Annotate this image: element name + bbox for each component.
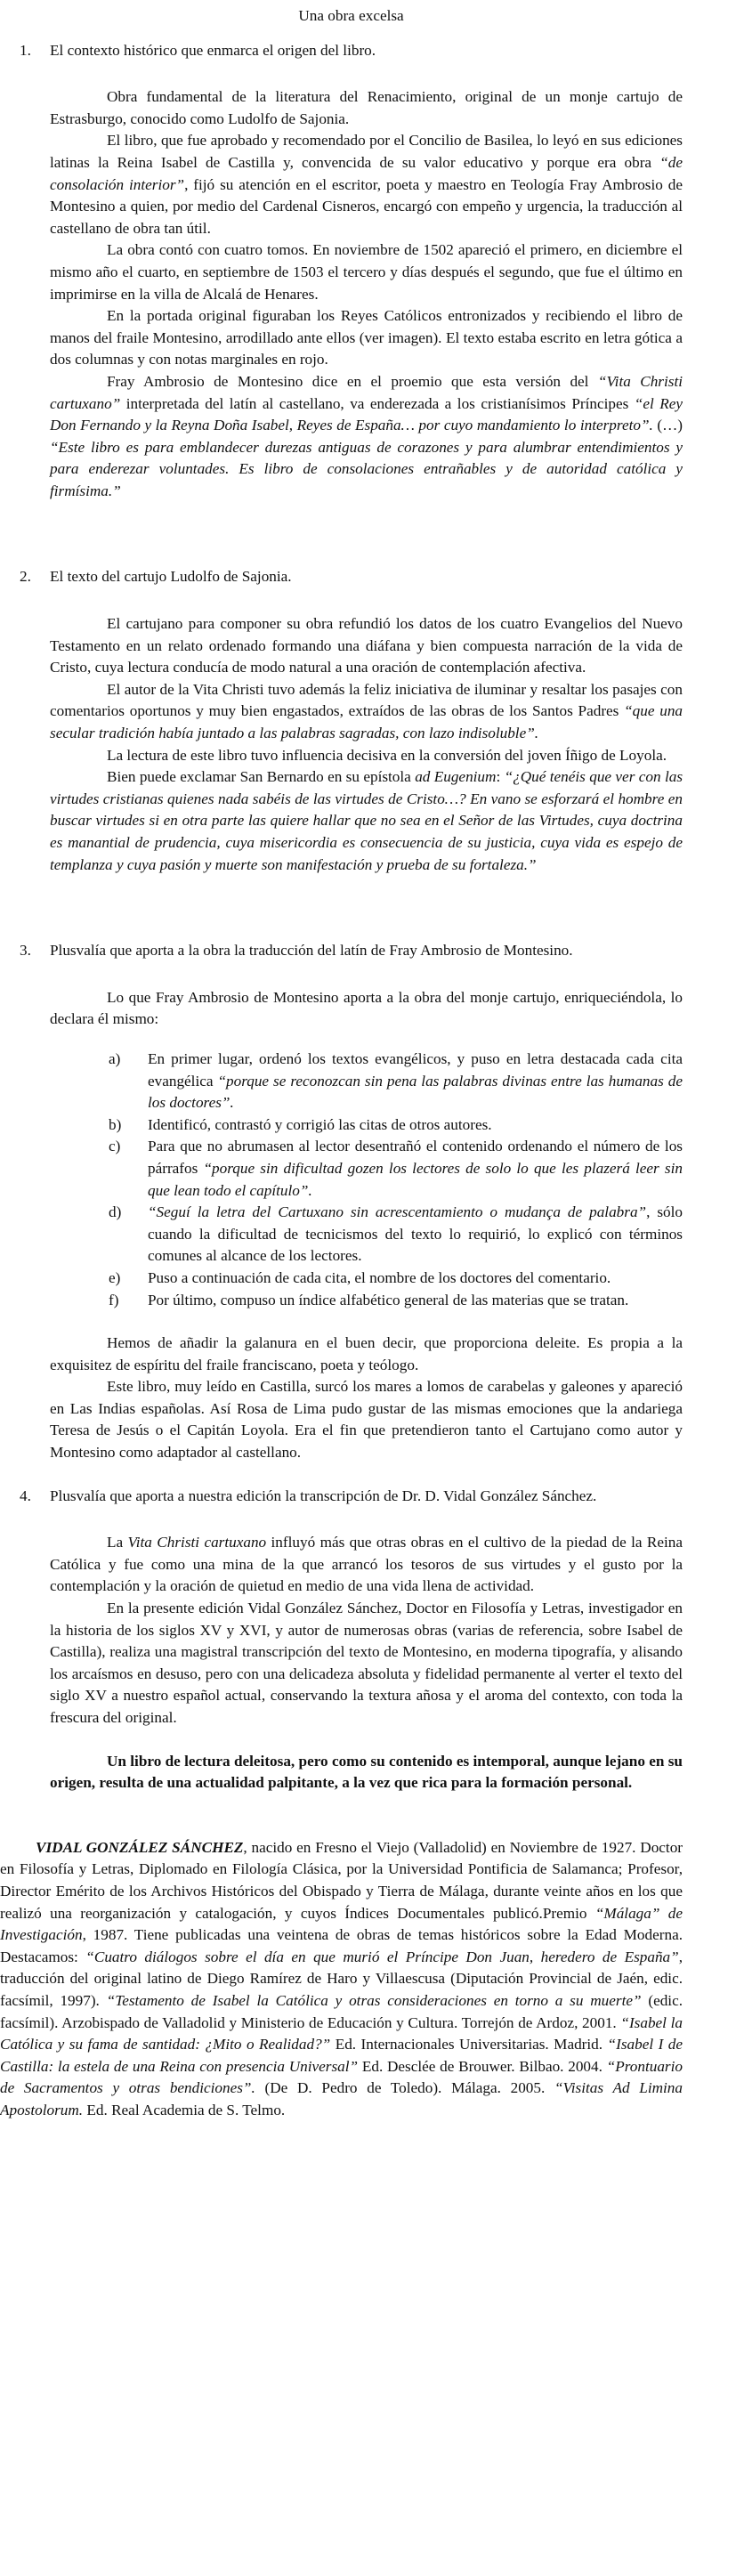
list-item: b) Identificó, contrastó y corrigió las citas de otros autores.	[109, 1115, 492, 1133]
list-item: d) “Seguí la letra del Cartuxano sin acrescentamiento o mudança de palabra”, sólo cuando la dificultad de tecnicismos del texto lo requirió, lo explicó con términos comunes al alcance de los lectores.	[109, 1203, 683, 1265]
list-item: c) Para que no abrumasen al lector desentrañó el contenido ordenando el número de los párrafos “porque sin dificultad gozen los lectores de solo lo que les plazerá leer sin que lean todo el capítulo”.	[109, 1138, 683, 1199]
section-2	[20, 566, 683, 876]
section-3-heading	[20, 940, 683, 962]
list-item: e) Puso a continuación de cada cita, el nombre de los doctores del comentario.	[109, 1268, 611, 1286]
document-title: Una obra excelsa	[298, 7, 404, 24]
section-4	[20, 1486, 683, 1794]
paragraph: Este libro, muy leído en Castilla, surcó los mares a lomos de carabelas y galeones y apareció en Las Indias españolas. Así Rosa de Lima pudo gustar de las mismas emociones que la andariega Teresa de Jesús o el Capitán Loyola. Era el fin que pretendieron tanto el Cartujano como autor y Montesino como adaptador al castellano.	[50, 1378, 683, 1462]
paragraph: Hemos de añadir la galanura en el buen decir, que proporciona deleite. Es propia a la exquisitez de espíritu del fraile franciscano, poeta y teólogo.	[50, 1334, 683, 1373]
author-name: VIDAL GONZÁLEZ SÁNCHEZ	[36, 1838, 244, 1856]
section-title: Plusvalía que aporta a la obra la traducción del latín de Fray Ambrosio de Montesino.	[50, 942, 573, 960]
contributions-list	[109, 1049, 683, 1311]
section-4-heading	[20, 1486, 683, 1508]
paragraph: Fray Ambrosio de Montesino dice en el proemio que esta versión del “Vita Christi cartuxano” interpretada del latín al castellano, va enderezada a los cristianísimos Príncipes “el Rey Don Fernando y la Reyna Doña Isabel, Reyes de España… por cuyo mandamiento lo interpreto”. (…) “Este libro es para emblandecer durezas antiguas de corazones y para alumbrar entendimientos y para enderezar voluntades. Es libro de consolaciones entrañables y de autoridad católica y firmísima.”	[50, 372, 683, 499]
section-1	[20, 40, 683, 503]
paragraph: Lo que Fray Ambrosio de Montesino aporta a la obra del monje cartujo, enriqueciéndola, lo declara él mismo:	[50, 988, 683, 1028]
section-title: El texto del cartujo Ludolfo de Sajonia.	[50, 568, 292, 586]
paragraph: El cartujano para componer su obra refundió los datos de los cuatro Evangelios del Nuevo Testamento en un relato ordenado formando una diáfana y bien compuesta narración de la vida de Cristo, cuya lectura conducía de modo natural a una oración de contemplación afectiva.	[50, 615, 683, 676]
section-number: 2.	[20, 568, 31, 586]
paragraph: Un libro de lectura deleitosa, pero como su contenido es intemporal, aunque lejano en su origen, resulta de una actualidad palpitante, a la vez que rica para la formación personal.	[50, 1752, 683, 1792]
paragraph: La lectura de este libro tuvo influencia decisiva en la conversión del joven Íñigo de Loyola.	[107, 746, 667, 764]
section-2-heading	[20, 566, 683, 588]
section-number: 4.	[20, 1486, 31, 1504]
author-bio: VIDAL GONZÁLEZ SÁNCHEZ, nacido en Fresno el Viejo (Valladolid) en Noviembre de 1927. Doctor en Filosofía y Letras, Diplomado en Filología Clásica, por la Universidad Pontificia de Salamanca; Profesor, Director Emérito de los Archivos Históricos del Obispado y Tierra de Málaga, durante veinte años en los que realizó una reorganización y catalogación, y cuyos Índices Documentales publicó.Premio “Málaga” de Investigación, 1987. Tiene publicadas una veintena de obras de temas históricos sobre la Edad Moderna. Destacamos: “Cuatro diálogos sobre el día en que murió el Príncipe Don Juan, heredero de España”, traducción del original latino de Diego Ramírez de Haro y Villaescusa (Diputación Provincial de Jaén, edic. facsímil, 1997). “Testamento de Isabel la Católica y otras consideraciones en torno a su muerte” (edic. facsímil). Arzobispado de Valladolid y Ministerio de Educación y Cultura. Torrejón de Ardoz, 2001. “Isabel la Católica y su fama de santidad: ¿Mito o Realidad?” Ed. Internacionales Universitarias. Madrid. “Isabel I de Castilla: la estela de una Reina con presencia Universal” Ed. Desclée de Brouwer. Bilbao. 2004. “Prontuario de Sacramentos y otras bendiciones”. (De D. Pedro de Toledo). Málaga. 2005. “Visitas Ad Limina Apostolorum. Ed. Real Academia de S. Telmo.	[0, 1838, 683, 2118]
section-title: El contexto histórico que enmarca el origen del libro.	[50, 41, 376, 59]
paragraph: La Vita Christi cartuxano influyó más que otras obras en el cultivo de la piedad de la Reina Católica y fue como una mina de la que arrancó los tesoros de sus virtudes y el gusto por la contemplación y la oración de quietud en medio de una vida llena de actividad.	[50, 1534, 683, 1595]
paragraph: La obra contó con cuatro tomos. En noviembre de 1502 apareció el primero, en diciembre el mismo año el cuarto, en septiembre de 1503 el tercero y días después el segundo, que fue el último en imprimirse en la villa de Alcalá de Henares.	[50, 241, 683, 303]
section-number: 3.	[20, 942, 31, 960]
list-item: f) Por último, compuso un índice alfabético general de las materias que se tratan.	[109, 1291, 629, 1308]
paragraph: En la portada original figuraban los Reyes Católicos entronizados y recibiendo el libro de manos del fraile Montesino, arrodillado ante ellos (ver imagen). El texto estaba escrito en letra gótica a dos columnas y con notas marginales en rojo.	[50, 307, 683, 369]
paragraph: En la presente edición Vidal González Sánchez, Doctor en Filosofía y Letras, investigador en la historia de los siglos XV y XVI, y autor de numerosas obras (varias de referencia, sobre Isabel de Castilla), realiza una magistral transcripción del texto de Montesino, en moderna tipografía, y alisando los arcaísmos en desuso, pero con una delicadeza absoluta y fidelidad permanente al verter el texto del siglo XV a nuestro español actual, conservando la textura añosa y el aroma del contexto, con toda la frescura del original.	[50, 1600, 683, 1726]
section-3	[20, 940, 683, 1463]
paragraph: Obra fundamental de la literatura del Renacimiento, original de un monje cartujo de Estrasburgo, conocido como Ludolfo de Sajonia.	[50, 88, 683, 127]
paragraph: Bien puede exclamar San Bernardo en su epístola ad Eugenium: “¿Qué tenéis que ver con las virtudes cristianas quienes nada sabéis de las virtudes de Cristo…? En vano se esforzará el hombre en buscar virtudes si en otra parte las quiere hallar que no sea en el Señor de las Virtudes, cuya doctrina es manantial de prudencia, cuya misericordia es consecuencia de su justicia, cuya vida es espejo de templanza y cuya pasión y muerte son manifestación y prueba de su fortaleza.”	[50, 768, 683, 873]
paragraph: El libro, que fue aprobado y recomendado por el Concilio de Basilea, lo leyó en sus ediciones latinas la Reina Isabel de Castilla y, convencida de su valor educativo y porque era obra “de consolación interior”, fijó su atención en el escritor, poeta y maestro en Teología Fray Ambrosio de Montesino a quien, por medio del Cardenal Cisneros, encargó con empeño y urgencia, la traducción al castellano de obra tan útil.	[50, 132, 683, 237]
paragraph: El autor de la Vita Christi tuvo además la feliz iniciativa de iluminar y resaltar los pasajes con comentarios oportunos y muy bien engastados, extraídos de las obras de los Santos Padres “que una secular tradición había juntado a las palabras sagradas, con lazo indisoluble”.	[50, 680, 683, 742]
list-item: a) En primer lugar, ordenó los textos evangélicos, y puso en letra destacada cada cita evangélica “porque se reconozcan sin pena las palabras divinas entre las humanas de los doctores”.	[109, 1049, 683, 1112]
section-number: 1.	[20, 41, 31, 59]
section-1-heading	[20, 40, 683, 62]
section-title: Plusvalía que aporta a nuestra edición la transcripción de Dr. D. Vidal González Sánchez.	[50, 1486, 597, 1504]
